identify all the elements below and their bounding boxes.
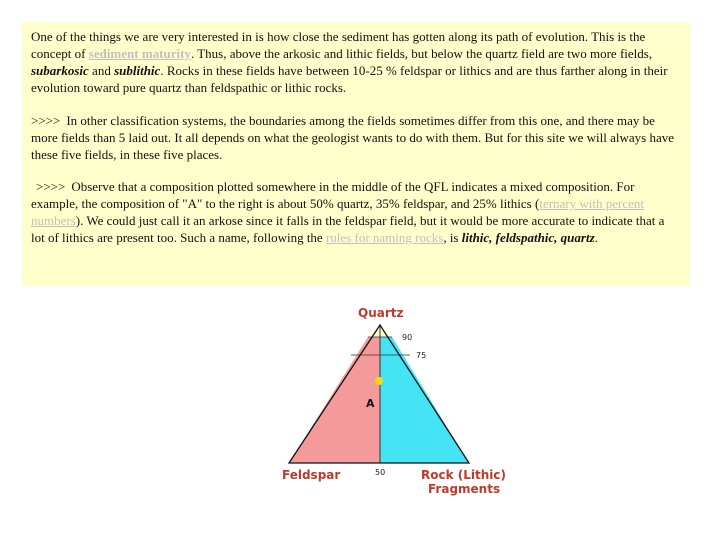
- paragraph-maturity: One of the things we are very interested in is how close the sediment has gotten along its path of evolution. This is the concept of sediment maturity. Thus, above the arkosic and lithic fields, but below the quartz field are two more fields, subarkosic and sublithic. Rocks in these fields have between 10-25 % feldspar or lithics and are thus farther along in their evolution toward pure quartz than feldspathic or lithic rocks.: [31, 29, 668, 95]
- tick-50: 50: [375, 468, 386, 477]
- feldspar-label: Feldspar: [282, 468, 341, 482]
- sublithic-term: sublithic: [114, 63, 161, 78]
- paragraph-composition: >>>> Observe that a composition plotted somewhere in the middle of the QFL indicates a mixed composition. For example, the composition of "A" to the right is about 50% quartz, 35% feldspar, and 25% lithics (ternary with percent numbers). We could just call it an arkose since it falls in the feldspar field, but it would be more accurate to indicate that a lot of lithics are present too. Such a name, following the rules for naming rocks, is lithic, feldspathic, quartz.: [31, 179, 665, 245]
- arrows-marker: >>>>: [31, 113, 61, 128]
- rock-fragments-label-line1: Rock (Lithic): [421, 468, 506, 482]
- naming-rules-link[interactable]: rules for naming rocks: [325, 230, 444, 245]
- tick-75: 75: [416, 351, 427, 360]
- ternary-percent-link[interactable]: ternary with percent numbers: [31, 196, 645, 228]
- paragraph-classification: >>>> In other classification systems, the boundaries among the fields sometimes differ from this one, and there may be more fields than 5 laid out. It all depends on what the geologist wants to do with them. But for this site we will always have these five fields, in these five places.: [31, 113, 675, 162]
- rock-name: lithic, feldspathic, quartz: [461, 230, 595, 245]
- subarkosic-term: subarkosic: [31, 63, 89, 78]
- sediment-maturity-link[interactable]: sediment maturity: [88, 46, 191, 61]
- point-a-label: A: [366, 397, 375, 410]
- quartz-label: Quartz: [358, 306, 404, 320]
- point-a: [375, 377, 383, 385]
- arrows-marker: >>>>: [36, 179, 66, 194]
- rock-fragments-label-line2: Fragments: [428, 482, 501, 496]
- tick-90: 90: [402, 333, 413, 342]
